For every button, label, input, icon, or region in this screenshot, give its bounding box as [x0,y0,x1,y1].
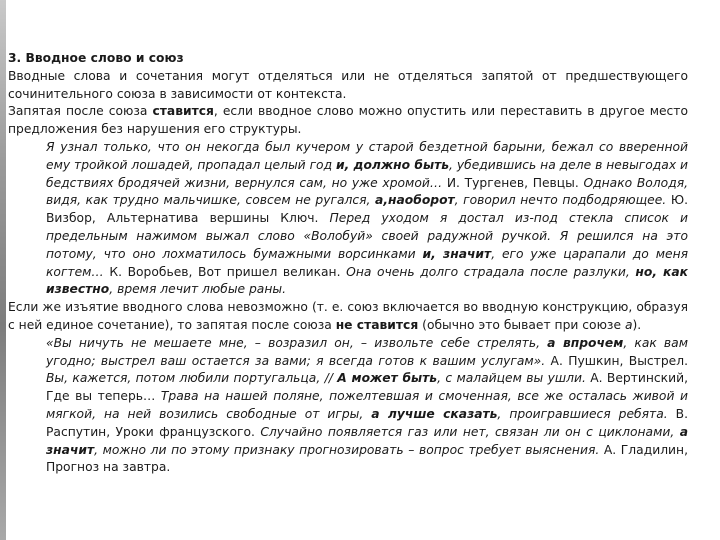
section-heading: 3. Вводное слово и союз [8,51,184,65]
example-text: Однако Володя, видя, как трудно мальчишке, совсем не ругался, [46,175,689,208]
highlighted-construction: а впрочем [547,335,624,350]
rule-text: , если вводное слово можно опустить или переставить в другое место предложения без нарушения его структуры. [8,104,688,137]
highlighted-construction: а значит [46,424,688,457]
rule-keyword: не ставится [335,317,419,332]
slide-accent-bar [0,0,6,540]
example-text: Случайно появляется газ или нет, связан ли он с циклонами, [260,424,680,439]
example-source: И. Тургенев, Певцы. [446,175,584,190]
example-source: К. Воробьев, Вот пришел великан. [109,264,347,279]
example-text: Перед уходом я достал из-под стекла список и предельным нажимом выжал слово «Волобуй» своей радужной ручкой. Я решился на это потому, что оно лохматилось бумажными ворсинками [46,211,688,261]
example-text: , с малайцем вы ушли. [437,371,591,386]
examples-block-1 [8,139,688,299]
example-source: А. Пушкин, Выстрел. [550,353,688,368]
example-text: , как вам угодно; выстрел ваш остается за вами; я всегда готов к вашим услугам». [46,335,688,368]
example-text: Вы, кажется, потом любили португальца, // [46,371,338,386]
highlighted-construction: А может быть [337,371,438,386]
example-text: Я узнал только, что он некогда был кучером у старой бездетной барыни, бежал со вверенной ему тройкой лошадей, пропадал целый год [46,139,688,172]
rule-text: ). [632,317,642,332]
example-text: , говорил нечто подбодряющее. [454,193,671,208]
rule-text: (обычно это бывает при союзе [418,317,625,332]
example-text: Трава на нашей поляне, пожелтевшая и смоченная, все же осталась живой и мягкой, на ней возились свободные от игры, [46,389,688,421]
rule-conjunction: а [624,317,633,332]
example-text: , убедившись на деле в невыгодах и бедствиях бродячей жизни, вернулся сам, но уже хромой… [46,157,689,190]
slide-content [8,50,688,477]
example-source: А. Вертинский, Где вы теперь… [46,371,689,404]
example-text: «Вы ничуть не мешаете мне, – возразил он, – извольте себе стрелять, [46,335,548,350]
example-source: Ю. Визбор, Альтернатива вершины Ключ. [46,193,688,226]
highlighted-construction: а лучше сказать [371,406,498,421]
highlighted-construction: и, значит [422,246,492,261]
highlighted-construction: и, должно быть [335,157,450,172]
rule-comma-placed [8,103,688,139]
highlighted-construction: но, как известно [46,264,689,297]
rule-comma-not-placed [8,299,688,335]
example-source: А. Гладилин, Прогноз на завтра. [46,442,688,475]
example-text: , проигравшиеся ребята. [497,406,676,421]
example-text: , можно ли по этому признаку прогнозировать – вопрос требует выяснения. [94,442,604,457]
example-text: Она очень долго страдала после разлуки, [346,264,636,279]
example-source: В. Распутин, Уроки французского. [46,406,688,439]
rule-keyword: ставится [152,104,214,119]
examples-block-2 [8,335,688,477]
highlighted-construction: а,наоборот [375,193,455,208]
rule-text: Если же изъятие вводного слова невозможно (т. е. союз включается во вводную конструкцию, образуя с ней единое сочетание), то запятая после союза [8,300,688,332]
example-text: , его уже царапали до меня когтем… [46,246,689,279]
rule-text: Запятая после союза [8,104,153,119]
intro-paragraph: Вводные слова и сочетания могут отделяться или не отделяться запятой от предшествующего сочинительного союза в зависимости от контекста. [8,68,688,101]
example-text: , время лечит любые раны. [109,282,286,297]
